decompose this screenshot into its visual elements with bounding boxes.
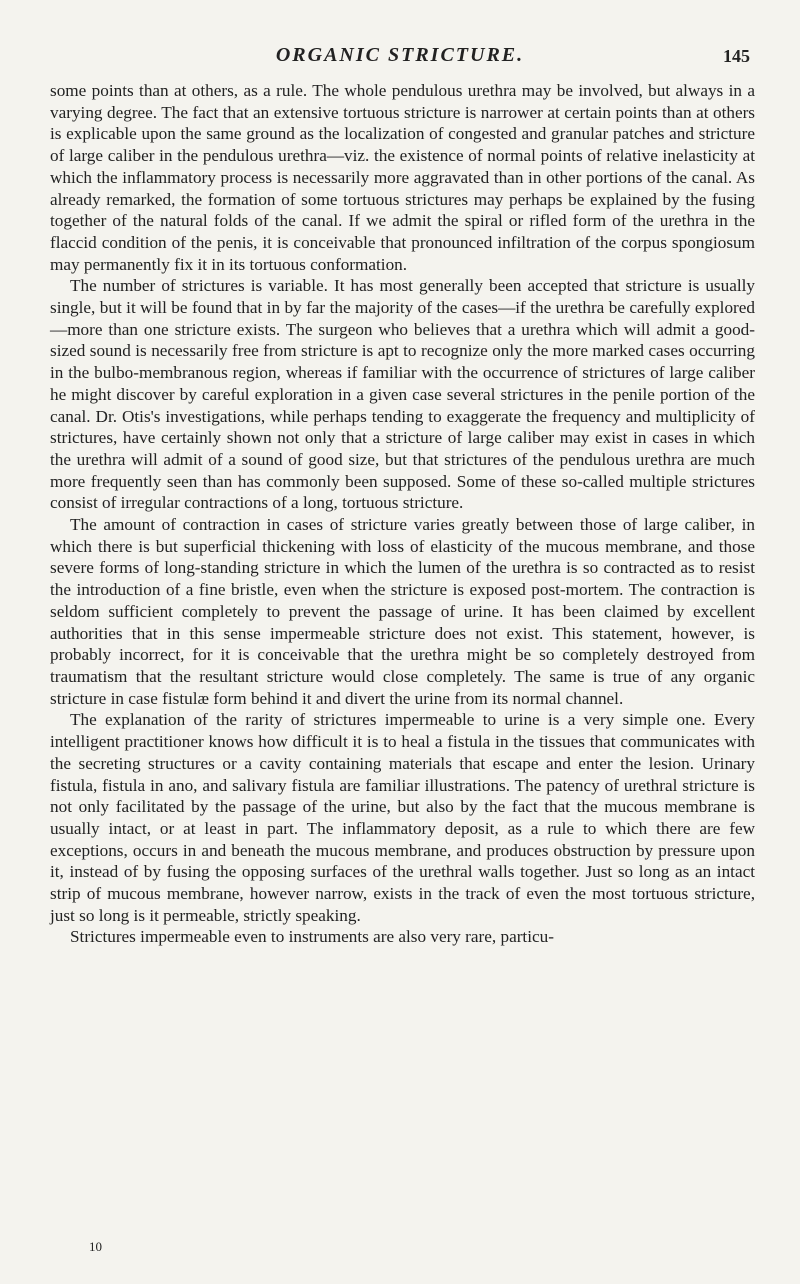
running-title: ORGANIC STRICTURE. bbox=[275, 44, 525, 66]
body-text bbox=[50, 80, 755, 948]
paragraph: some points than at others, as a rule. The whole pendulous urethra may be involved, but always in a varying degree. The fact that an extensive tortuous stricture is narrower at certain points than at others is explicable upon the same ground as the localization of congested and granular patches and stricture of large caliber in the pendulous urethra—viz. the existence of normal points of relative inelasticity at which the inflammatory process is necessarily more aggravated than in other portions of the canal. As already remarked, the formation of some tortuous strictures may perhaps be explained by the fusing together of the natural folds of the canal. If we admit the spiral or rifled form of the urethra in the flaccid condition of the penis, it is conceivable that pronounced infiltration of the corpus spongiosum may permanently fix it in its tortuous conformation. bbox=[50, 81, 755, 274]
paragraph: The amount of contraction in cases of stricture varies greatly between those of large caliber, in which there is but superficial thickening with loss of elasticity of the mucous membrane, and those severe forms of long-standing stricture in which the lumen of the urethra is so contracted as to resist the introduction of a fine bristle, even when the stricture is exposed post-mortem. The contraction is seldom sufficient completely to prevent the passage of urine. It has been claimed by excellent authorities that in this sense impermeable stricture does not exist. This statement, however, is probably incorrect, for it is conceivable that the urethra might be so completely destroyed from traumatism that the resultant stricture would close completely. The same is true of any organic stricture in case fistulæ form behind it and divert the urine from its normal channel. bbox=[50, 515, 755, 708]
page-number: 145 bbox=[723, 46, 750, 66]
paragraph: The number of strictures is variable. It has most generally been accepted that stricture is usually single, but it will be found that in by far the majority of the cases—if the urethra be carefully explored—more than one stricture exists. The surgeon who believes that a urethra which will admit a good-sized sound is necessarily free from stricture is apt to recognize only the more marked cases occurring in the bulbo-membranous region, whereas if familiar with the occurrence of strictures of large caliber he might discover by careful exploration in a given case several strictures in the penile portion of the canal. Dr. Otis's investigations, while perhaps tending to exaggerate the frequency and multiplicity of strictures, have certainly shown not only that a stricture of large caliber may exist in cases in which the urethra will admit of a sound of good size, but that strictures of the pendulous urethra are much more frequently seen than has commonly been supposed. Some of these so-called multiple strictures consist of irregular contractions of a long, tortuous stricture. bbox=[50, 276, 755, 513]
signature-mark: 10 bbox=[89, 1239, 102, 1254]
paragraph: Strictures impermeable even to instruments are also very rare, particu- bbox=[70, 927, 554, 947]
running-head bbox=[50, 40, 750, 70]
paragraph: The explanation of the rarity of strictures impermeable to urine is a very simple one. Every intelligent practitioner knows how difficult it is to heal a fistula in the tissues that communicates with the secreting structures or a cavity containing materials that escape and enter the lesion. Urinary fistula, fistula in ano, and salivary fistula are familiar illustrations. The patency of urethral stricture is not only facilitated by the passage of the urine, but also by the fact that the mucous membrane is usually intact, or at least in part. The inflammatory deposit, as a rule to which there are few exceptions, occurs in and beneath the mucous membrane, and produces obstruction by pressure upon it, instead of by fusing the opposing surfaces of the urethral walls together. Just so long as an intact strip of mucous membrane, however narrow, exists in the track of even the most tortuous stricture, just so long is it permeable, strictly speaking. bbox=[50, 710, 755, 925]
